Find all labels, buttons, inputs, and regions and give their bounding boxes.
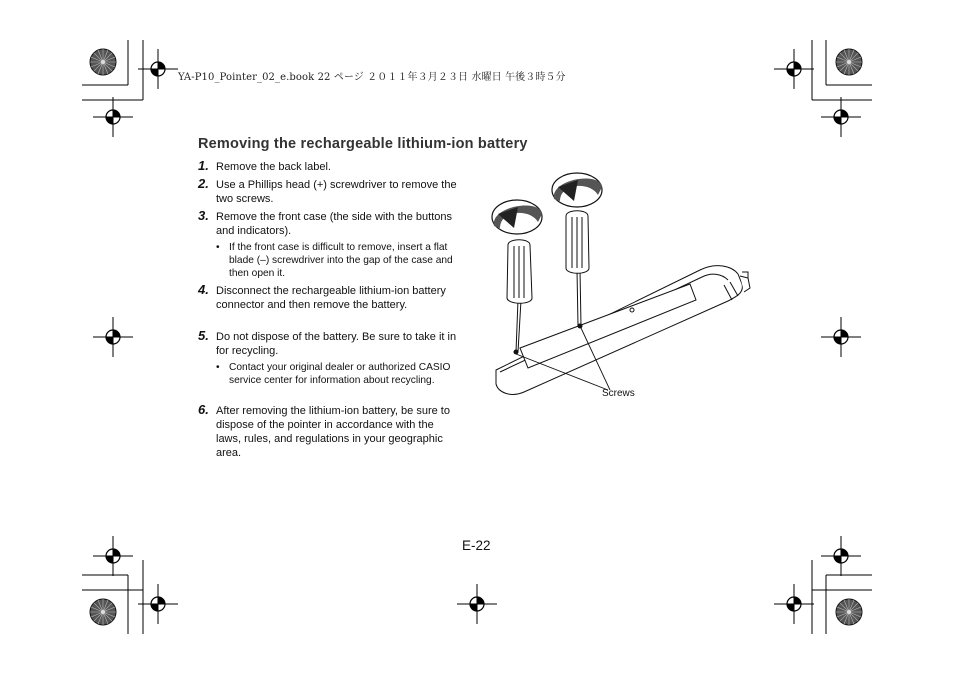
rotation-arrow-right [552, 173, 602, 207]
pointer-body [496, 266, 750, 395]
screwdriver-left [507, 240, 532, 352]
screwdriver-right [566, 211, 589, 326]
bullet-dot: • [216, 362, 220, 373]
step-number: 1. [198, 158, 209, 173]
step-number: 3. [198, 208, 209, 223]
step-text: Remove the back label. [216, 161, 331, 173]
step-number: 2. [198, 176, 209, 191]
step-text: Remove the front case (the side with the buttons and indicators). [216, 211, 453, 237]
screws-callout-label: Screws [602, 388, 635, 399]
rotation-arrow-left [492, 200, 542, 234]
step-number: 6. [198, 402, 209, 417]
step-text: Use a Phillips head (+) screwdriver to remove the two screws. [216, 179, 457, 205]
step-text: Do not dispose of the battery. Be sure to take it in for recycling. [216, 331, 457, 357]
page-number: E-22 [462, 538, 491, 553]
note-text: Contact your original dealer or authorized CASIO service center for information about recycling. [229, 362, 451, 386]
step-text: After removing the lithium-ion battery, be sure to dispose of the pointer in accordance with the laws, rules, and regulations in your geographic area. [216, 405, 450, 459]
step-number: 4. [198, 282, 209, 297]
book-file-header: YA-P10_Pointer_02_e.book 22 ページ ２０１１年３月２３日 水曜日 午後３時５分 [178, 72, 566, 83]
note-text: If the front case is difficult to remove, insert a flat blade (–) screwdriver into the gap of the case and then open it. [229, 242, 453, 279]
bullet-dot: • [216, 242, 220, 253]
step-text: Disconnect the rechargeable lithium-ion battery connector and then remove the battery. [216, 285, 446, 311]
step-number: 5. [198, 328, 209, 343]
section-title: Removing the rechargeable lithium-ion battery [198, 136, 528, 152]
